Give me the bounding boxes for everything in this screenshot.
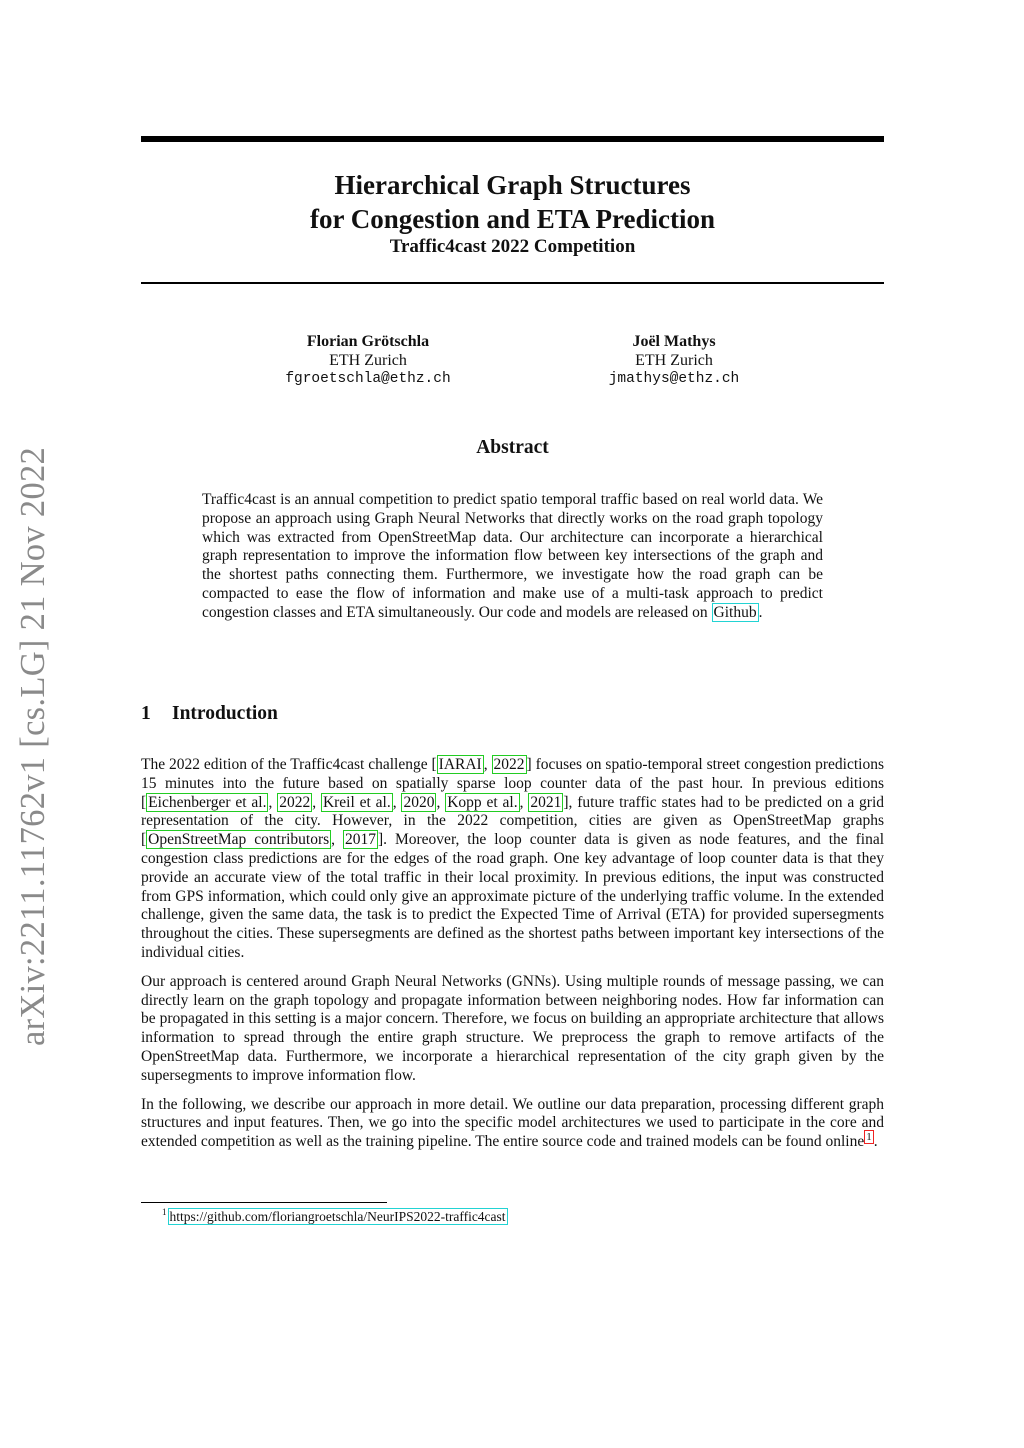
citation-link[interactable]: Eichenberger et al. <box>148 793 267 811</box>
author-name: Joël Mathys <box>632 333 716 350</box>
footnote-rule <box>141 1202 387 1203</box>
text-run: ], future traffic states had to be predicted on a grid representation of the city. However, in the 2022 competition, cities are given as OpenStreetMap graphs [ <box>141 793 885 849</box>
text-run: , <box>519 793 529 811</box>
text-run: ] focuses on spatio-temporal street congestion predictions 15 minutes into the future based on spatially sparse loop counter data of the past hour. In previous editions [ <box>141 756 885 811</box>
section-title: Introduction <box>172 703 278 724</box>
citation-link[interactable]: 2022 <box>279 793 311 811</box>
paragraph <box>141 1096 884 1152</box>
author-email[interactable]: jmathys@ethz.ch <box>608 371 740 387</box>
paper-title-line1: Hierarchical Graph Structures <box>334 170 691 200</box>
citation-link[interactable]: IARAI <box>438 756 482 773</box>
title-block <box>141 168 884 258</box>
citation-link[interactable]: 2021 <box>530 793 562 811</box>
abstract-body <box>202 491 823 623</box>
abstract-text: Traffic4cast is an annual competition to predict spatio temporal traffic based on real world data. We propose an approach using Graph Neural Networks that directly works on the road graph topology which was extracted from OpenStreetMap data. Our architecture can incorporate a hierarchical graph representation to improve the information flow between key intersections of the graph and the shortest paths connecting them. Furthermore, we investigate how the road graph can be compacted to ease the flow of information and make use of a multi-task approach to predict congestion classes and ETA simultaneously. Our code and models are released on <box>202 491 823 621</box>
text-run: , <box>268 793 278 811</box>
text-run: The 2022 edition of the Traffic4cast challenge [ <box>141 756 437 773</box>
author-block <box>574 332 774 389</box>
github-link[interactable]: Github <box>713 603 757 621</box>
text-run: , <box>392 793 402 811</box>
title-rule-top <box>141 136 884 142</box>
citation-link[interactable]: Kopp et al. <box>447 793 518 811</box>
citation-link[interactable]: 2017 <box>345 831 376 849</box>
section-number: 1 <box>141 703 151 724</box>
abstract-heading: Abstract <box>476 437 549 458</box>
abstract-end: . <box>758 603 763 621</box>
paper-title-line2: for Congestion and ETA Prediction <box>309 204 716 234</box>
author-affiliation: ETH Zurich <box>635 352 713 369</box>
paragraph <box>141 756 884 963</box>
text-run: In the following, we describe our approach in more detail. We outline our data preparation, processing different graph structures and input features. Then, we go into the specific model architectures we used to participate in the core and extended competition as well as the training pipeline. The entire source code and trained models can be found online <box>141 1095 884 1151</box>
footnote-url-link[interactable]: https://github.com/floriangroetschla/NeurIPS2022-traffic4cast <box>169 1208 506 1224</box>
text-run: . <box>873 1133 878 1151</box>
paper-subtitle: Traffic4cast 2022 Competition <box>389 236 636 257</box>
body-text <box>141 756 884 1162</box>
footnote <box>162 1207 508 1225</box>
text-run: , <box>483 756 492 773</box>
text-run: , <box>331 831 343 849</box>
citation-link[interactable]: 2020 <box>403 793 435 811</box>
paragraph: Our approach is centered around Graph Neural Networks (GNNs). Using multiple rounds of message passing, we can directly learn on the graph topology and propagate information between neighboring nodes. How far information can be propagated in this setting is a major concern. Therefore, we focus on building an appropriate architecture that allows information to spread through the entire graph structure. We preprocess the graph to remove artifacts of the OpenStreetMap data. Furthermore, we incorporate a hierarchical representation of the city graph given by the supersegments to improve information flow. <box>141 972 884 1084</box>
author-email[interactable]: fgroetschla@ethz.ch <box>285 371 451 387</box>
footnote-mark: 1 <box>162 1207 167 1217</box>
section-heading <box>141 703 278 725</box>
text-run: , <box>312 793 321 811</box>
footnote-ref[interactable]: 1 <box>866 1130 872 1143</box>
author-name: Florian Grötschla <box>306 333 430 350</box>
citation-link[interactable]: Kreil et al. <box>322 793 391 811</box>
text-run: ]. Moreover, the loop counter data is given as node features, and the final congestion class predictions are for the edges of the road graph. One key advantage of loop counter data is that they provide an accurate view of the total traffic in their local proximity. In previous editions, the input was constructed from GPS information, which could only give an approximate picture of the underlying traffic volume. In the extended challenge, given the same data, the task is to predict the Expected Time of Arrival (ETA) for provided supersegments throughout the cities. These supersegments are defined as the shortest paths between important key intersections of the individual cities. <box>141 831 885 961</box>
arxiv-stamp: arXiv:2211.11762v1 [cs.LG] 21 Nov 2022 <box>14 446 52 1046</box>
text-run: , <box>436 793 446 811</box>
title-rule-bottom <box>141 282 884 284</box>
citation-link[interactable]: OpenStreetMap contributors <box>148 831 330 849</box>
author-block <box>268 332 468 389</box>
author-affiliation: ETH Zurich <box>329 352 407 369</box>
citation-link[interactable]: 2022 <box>493 756 525 773</box>
